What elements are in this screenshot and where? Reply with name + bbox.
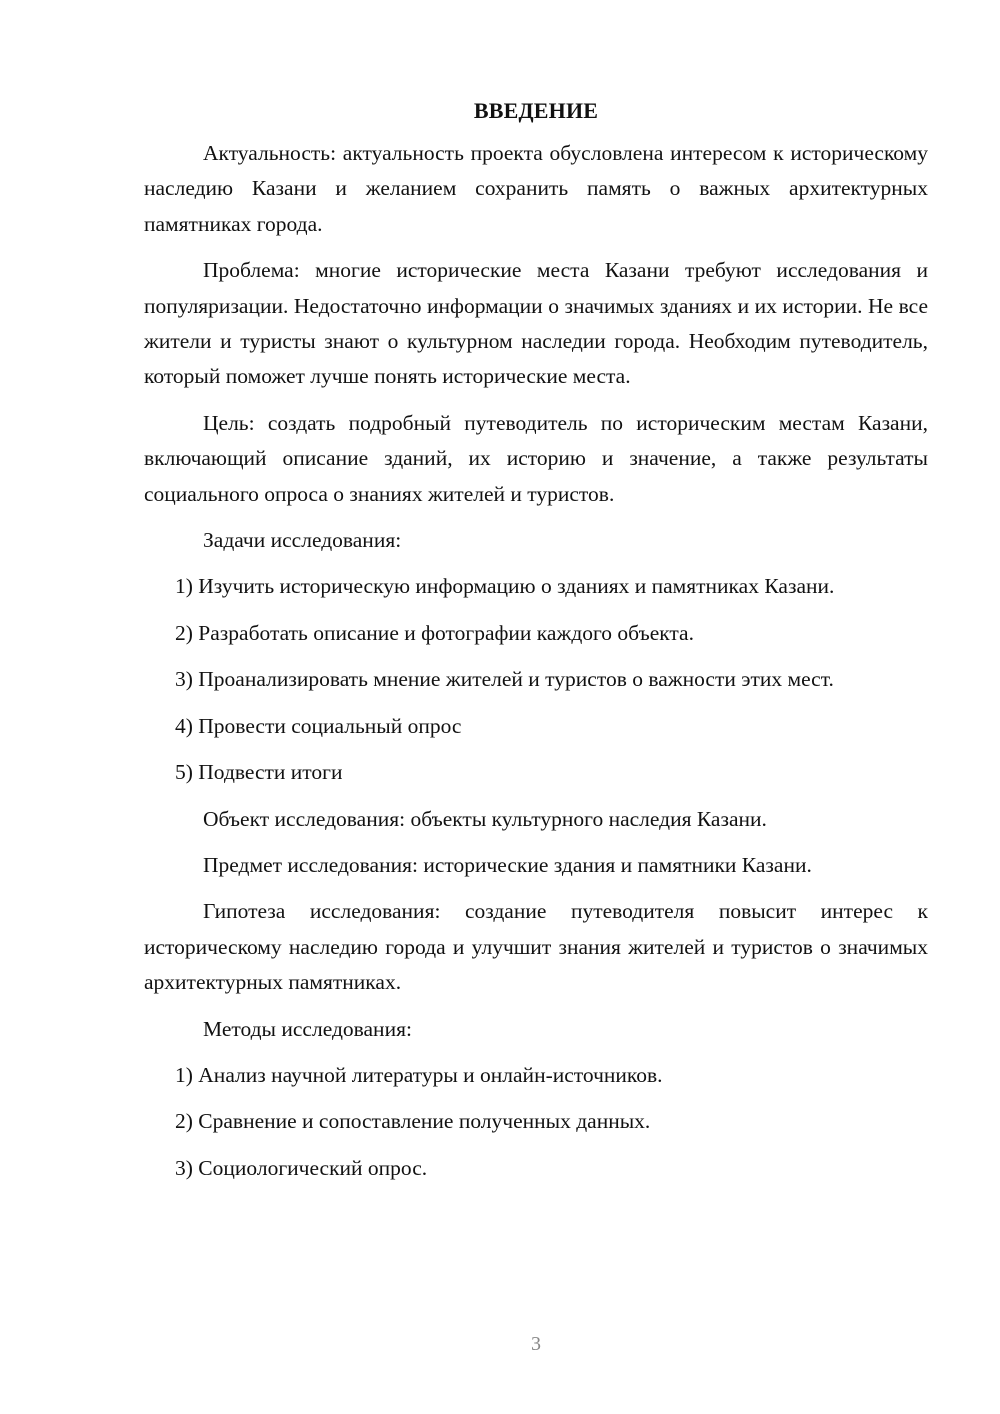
section-title: ВВЕДЕНИЕ [473, 98, 599, 123]
paragraph-methods-heading: Методы исследования: [203, 1016, 412, 1041]
task-item-2: 2) Разработать описание и фотографии каждого объекта. [175, 620, 694, 645]
method-item-3: 3) Социологический опрос. [175, 1155, 428, 1180]
paragraph-relevance: Актуальность: актуальность проекта обусловлена интересом к историческому наследию Казани и желанием сохранить память о важных архитектурных памятниках города. [144, 141, 928, 236]
task-item-3: 3) Проанализировать мнение жителей и туристов о важности этих мест. [175, 667, 834, 692]
method-item-1: 1) Анализ научной литературы и онлайн-источников. [175, 1062, 663, 1087]
paragraph-problem: Проблема: многие исторические места Казани требуют исследования и популяризации. Недостаточно информации о значимых зданиях и их истории. Не все жители и туристы знают о культурном наследии города. Необходим путеводитель, который поможет лучше понять исторические места. [144, 258, 928, 389]
paragraph-tasks-heading: Задачи исследования: [203, 528, 402, 553]
paragraph-object: Объект исследования: объекты культурного наследия Казани. [203, 806, 767, 831]
task-item-1: 1) Изучить историческую информацию о зданиях и памятниках Казани. [175, 574, 835, 599]
page-content [144, 94, 928, 1197]
task-item-5: 5) Подвести итоги [175, 760, 343, 785]
task-item-4: 4) Провести социальный опрос [175, 713, 462, 738]
paragraph-subject: Предмет исследования: исторические здания и памятники Казани. [203, 852, 812, 877]
paragraph-hypothesis: Гипотеза исследования: создание путеводителя повысит интерес к историческому наследию города и улучшит знания жителей и туристов о значимых архитектурных памятниках. [144, 899, 928, 995]
paragraph-goal: Цель: создать подробный путеводитель по историческим местам Казани, включающий описание зданий, их историю и значение, а также результаты социального опроса о знаниях жителей и туристов. [144, 410, 928, 506]
method-item-2: 2) Сравнение и сопоставление полученных данных. [175, 1109, 651, 1134]
page-number: 3 [531, 1333, 541, 1355]
